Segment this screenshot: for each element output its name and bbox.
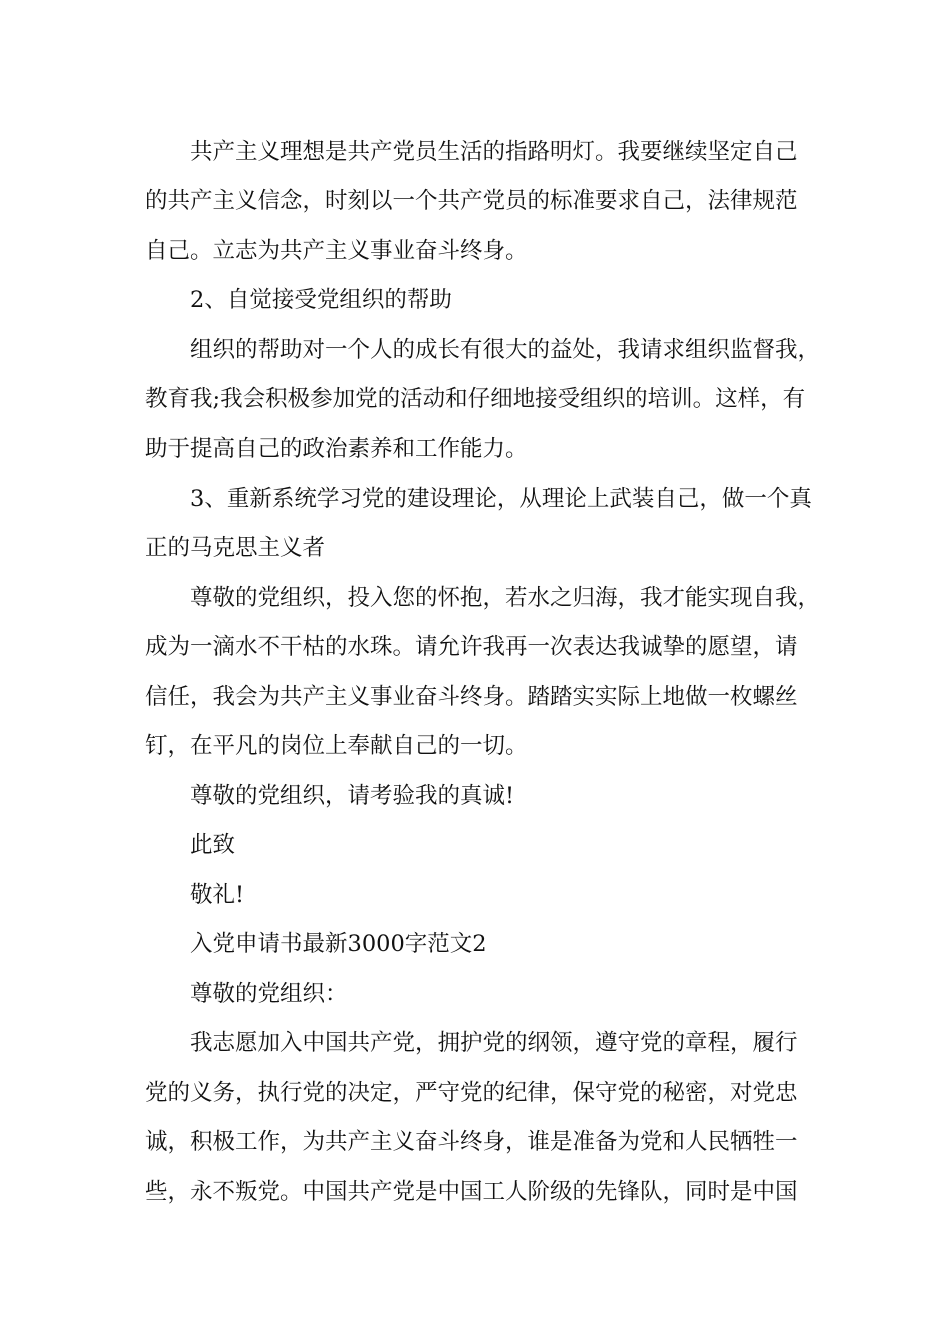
text-line: 此致 [190, 832, 236, 858]
text-line: 助于提高自己的政治素养和工作能力。 [145, 436, 528, 462]
text-line: 我志愿加入中国共产党，拥护党的纲领，遵守党的章程，履行 [190, 1030, 798, 1056]
text-line: 诚，积极工作，为共产主义奋斗终身，谁是准备为党和人民牺牲一 [145, 1129, 798, 1155]
text-line: 的共产主义信念，时刻以一个共产党员的标准要求自己，法律规范 [145, 188, 798, 214]
text-line: 成为一滴水不干枯的水珠。请允许我再一次表达我诚挚的愿望，请 [145, 634, 798, 660]
text-line: 些，永不叛党。中国共产党是中国工人阶级的先锋队，同时是中国 [145, 1179, 798, 1205]
text-line: 3、重新系统学习党的建设理论，从理论上武装自己，做一个真 [190, 486, 812, 512]
text-line: 信任，我会为共产主义事业奋斗终身。踏踏实实际上地做一枚螺丝 [145, 684, 798, 710]
section-heading: 入党申请书最新3000字范文2 [190, 931, 487, 957]
text-line: 教育我;我会积极参加党的活动和仔细地接受组织的培训。这样，有 [145, 386, 806, 412]
text-line: 尊敬的党组织，请考验我的真诚! [190, 783, 515, 809]
text-line: 共产主义理想是共产党员生活的指路明灯。我要继续坚定自己 [190, 139, 798, 165]
text-line: 正的马克思主义者 [145, 535, 326, 561]
text-line: 敬礼! [190, 882, 245, 908]
text-line: 2、自觉接受党组织的帮助 [190, 287, 452, 313]
text-line: 钉，在平凡的岗位上奉献自己的一切。 [145, 733, 528, 759]
text-line: 党的义务，执行党的决定，严守党的纪律，保守党的秘密，对党忠 [145, 1080, 798, 1106]
text-line: 自己。立志为共产主义事业奋斗终身。 [145, 238, 528, 264]
text-line: 尊敬的党组织，投入您的怀抱，若水之归海，我才能实现自我， [190, 585, 821, 611]
text-line: 尊敬的党组织： [190, 981, 348, 1007]
text-line: 组织的帮助对一个人的成长有很大的益处，我请求组织监督我， [190, 337, 821, 363]
